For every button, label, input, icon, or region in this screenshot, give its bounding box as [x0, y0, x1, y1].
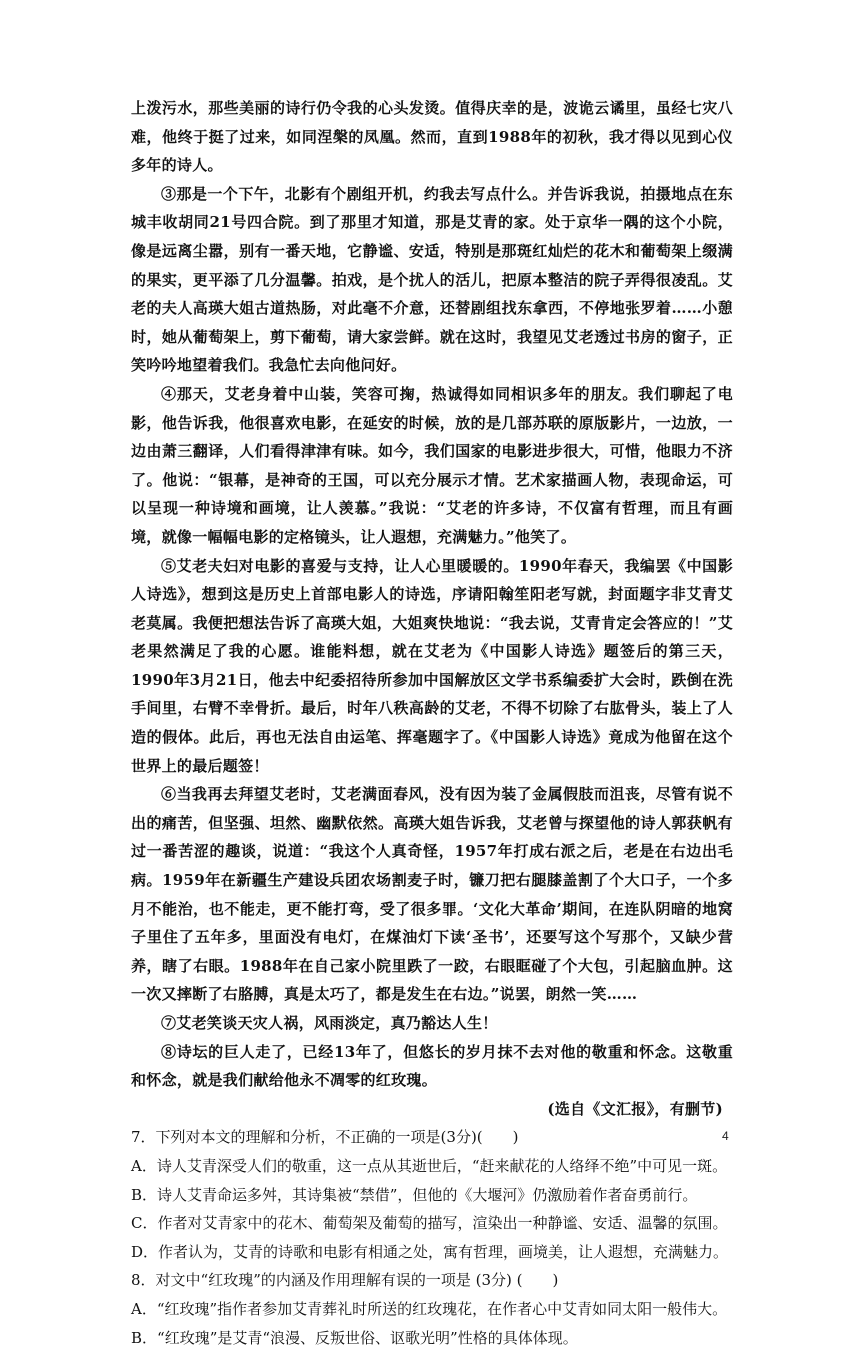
paragraph-3: ③那是一个下午，北影有个剧组开机，约我去写点什么。并告诉我说，拍摄地点在东城丰收胡同21号四合院。到了那里才知道，那是艾青的家。处于京华一隅的这个小院，像是远离尘嚣，别有一番天地，它静谧、安适，特别是那斑红灿烂的花木和葡萄架上缀满的果实，更平添了几分温馨。拍戏，是个扰人的活儿，把原本整洁的院子弄得很凌乱。艾老的夫人高瑛大姐古道热肠，对此毫不介意，还替剧组找东拿西，不停地张罗着……小憩时，她从葡萄架上，剪下葡萄，请大家尝鲜。就在这时，我望见艾老透过书房的窗子，正笑吟吟地望着我们。我急忙去向他问好。 — [131, 184, 733, 375]
question-8-option-a: A．“红玫瑰”指作者参加艾青葬礼时所送的红玫瑰花，在作者心中艾青如同太阳一般伟大。 — [131, 1299, 728, 1318]
paragraph-6: ⑥当我再去拜望艾老时，艾老满面春风，没有因为装了金属假肢而沮丧，尽管有说不出的痛苦，但坚强、坦然、幽默依然。高瑛大姐告诉我，艾老曾与探望他的诗人郭获帆有过一番苦涩的趣谈，说道：“我这个人真奇怪，1957年打成右派之后，老是在右边出毛病。1959年在新疆生产建设兵团农场割麦子时，镰刀把右腿膝盖割了个大口子，一个多月不能治，也不能走，更不能打弯，受了很多罪。‘文化大革命’期间，在连队阴暗的地窝子里住了五年多，里面没有电灯，在煤油灯下读‘圣书’，还要写这个写那个，又缺少营养，瞎了右眼。1988年在自己家小院里跌了一跤，右眼眶碰了个大包，引起脑血肿。这一次又摔断了右胳膊，真是太巧了，都是发生在右边。”说罢，朗然一笑…… — [131, 785, 733, 1004]
question-7-stem: 7．下列对本文的理解和分析，不正确的一项是(3分)( ) — [131, 1128, 519, 1147]
question-7-option-d: D．作者认为，艾青的诗歌和电影有相通之处，寓有哲理，画境美，让人遐想，充满魅力。 — [131, 1242, 729, 1261]
paragraph-8: ⑧诗坛的巨人走了，已经13年了，但悠长的岁月抹不去对他的敬重和怀念。这敬重和怀念，就是我们献给他永不凋零的红玫瑰。 — [131, 1042, 733, 1090]
question-7-option-b: B．诗人艾青命运多舛，其诗集被“禁借”，但他的《大堰河》仍激励着作者奋勇前行。 — [131, 1185, 698, 1204]
source-citation: (选自《文汇报》，有删节) — [547, 1099, 723, 1118]
question-7-option-a: A．诗人艾青深受人们的敬重，这一点从其逝世后，“赶来献花的人络绎不绝”中可见一斑。 — [131, 1156, 728, 1175]
paragraph-5: ⑤艾老夫妇对电影的喜爱与支持，让人心里暖暖的。1990年春天，我编罢《中国影人诗选》，想到这是历史上首部电影人的诗选，序请阳翰笙阳老写就，封面题字非艾青艾老莫属。我便把想法告诉了高瑛大姐，大姐爽快地说：“我去说，艾青肯定会答应的！”艾老果然满足了我的心愿。谁能料想，就在艾老为《中国影人诗选》题签后的第三天，1990年3月21日，他去中纪委招待所参加中国解放区文学书系编委扩大会时，跌倒在洗手间里，右臂不幸骨折。最后，时年八秩高龄的艾老，不得不切除了右肱骨头，装上了人造的假体。此后，再也无法自由运笔、挥毫题字了。《中国影人诗选》竟成为他留在这个世界上的最后题签！ — [131, 556, 733, 775]
paragraph-intro: 上泼污水，那些美丽的诗行仍令我的心头发烫。值得庆幸的是，波诡云谲里，虽经七灾八难，他终于挺了过来，如同涅槃的凤凰。然而，直到1988年的初秋，我才得以见到心仪多年的诗人。 — [131, 99, 733, 175]
document-page — [131, 94, 733, 1352]
question-7-option-c: C．作者对艾青家中的花木、葡萄架及葡萄的描写，渲染出一种静谧、安适、温馨的氛围。 — [131, 1214, 728, 1233]
question-8-option-b: B．“红玫瑰”是艾青“浪漫、反叛世俗、讴歌光明”性格的具体体现。 — [131, 1328, 578, 1347]
paragraph-7: ⑦艾老笑谈天灾人祸，风雨淡定，真乃豁达人生！ — [161, 1014, 498, 1032]
question-8-stem: 8．对文中“红玫瑰”的内涵及作用理解有误的一项是 (3分) ( ) — [131, 1271, 559, 1290]
paragraph-4: ④那天，艾老身着中山装，笑容可掬，热诚得如同相识多年的朋友。我们聊起了电影，他告诉我，他很喜欢电影，在延安的时候，放的是几部苏联的原版影片，一边放，一边由萧三翻译，人们看得津津有味。如今，我们国家的电影进步很大，可惜，他眼力不济了。他说：“银幕，是神奇的王国，可以充分展示才情。艺术家描画人物，表现命运，可以呈现一种诗境和画境，让人羡慕。”我说：“艾老的许多诗，不仅富有哲理，而且有画境，就像一幅幅电影的定格镜头，让人遐想，充满魅力。”他笑了。 — [131, 384, 733, 546]
page-number: 4 — [722, 1129, 729, 1143]
